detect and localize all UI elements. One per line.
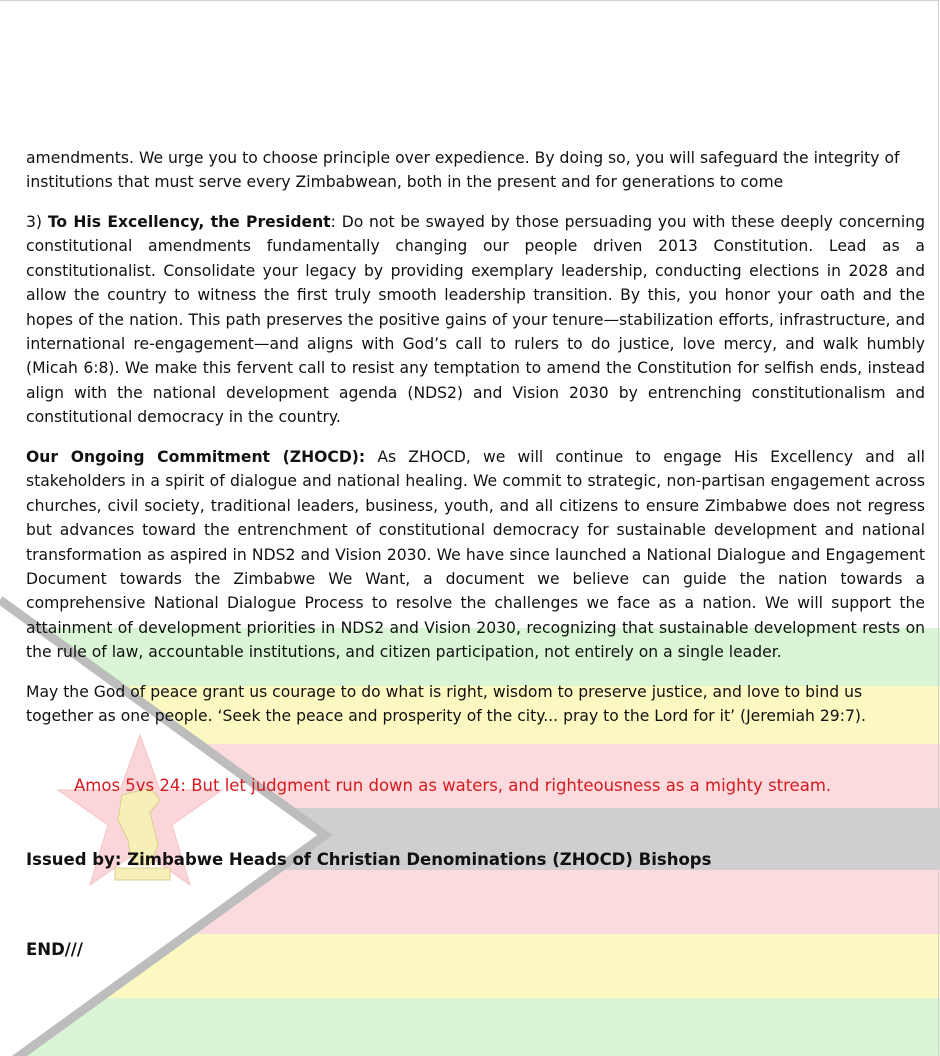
paragraph-heading: To His Excellency, the President [47, 213, 331, 231]
paragraph-amendments: amendments. We urge you to choose principle over expedience. By doing so, you will safeguard the integrity of institutions that must serve every Zimbabwean, both in the present and for generations to come [26, 149, 900, 192]
paragraph-text: : Do not be swayed by those persuading you with these deeply concerning constitutional amendments fundamentally changing our people driven 2013 Constitution. Lead as a constitutionalist. Consolidate your legacy by providing exemplary leadership, conducting elections in 2028 and allow the country to witness the first truly smooth leadership transition. By this, you honor your oath and the hopes of the nation. This path preserves the positive gains of your tenure—stabilization efforts, infrastructure, and international re-engagement—and aligns with God’s call to rulers to do justice, love mercy, and walk humbly (Micah 6:8). We make this fervent call to resist any temptation to amend the Constitution for selfish ends, instead align with the national development agenda (NDS2) and Vision 2030 by entrenching constitutionalism and constitutional democracy in the country. [26, 213, 926, 427]
paragraph-heading: Our Ongoing Commitment (ZHOCD): [26, 448, 366, 466]
paragraph-commitment [26, 445, 925, 665]
paragraph-blessing: May the God of peace grant us courage to do what is right, wisdom to preserve justice, and love to bind us together as one people. ‘Seek the peace and prosperity of the city... pray to the Lord for it’ (Jeremiah 29:7). [26, 683, 866, 726]
paragraph-president [26, 210, 925, 430]
paragraph-text: As ZHOCD, we will continue to engage His Excellency and all stakeholders in a spirit of dialogue and national healing. We commit to strategic, non-partisan engagement across churches, civil society, traditional leaders, business, youth, and all citizens to ensure Zimbabwe does not regress but advances toward the entrenchment of constitutional democracy for sustainable development and national transformation as aspired in NDS2 and Vision 2030. We have since launched a National Dialogue and Engagement Document towards the Zimbabwe We Want, a document we believe can guide the nation towards a comprehensive National Dialogue Process to resolve the challenges we face as a nation. We will support the attainment of development priorities in NDS2 and Vision 2030, recognizing that sustainable development rests on the rule of law, accountable institutions, and citizen participation, not entirely on a single leader. [26, 448, 925, 662]
end-mark: END/// [26, 940, 83, 959]
scripture-quote: Amos 5vs 24: But let judgment run down as waters, and righteousness as a mighty stream. [74, 776, 832, 795]
paragraph-number: 3) [26, 213, 48, 231]
issued-by: Issued by: Zimbabwe Heads of Christian Denominations (ZHOCD) Bishops [26, 850, 712, 869]
